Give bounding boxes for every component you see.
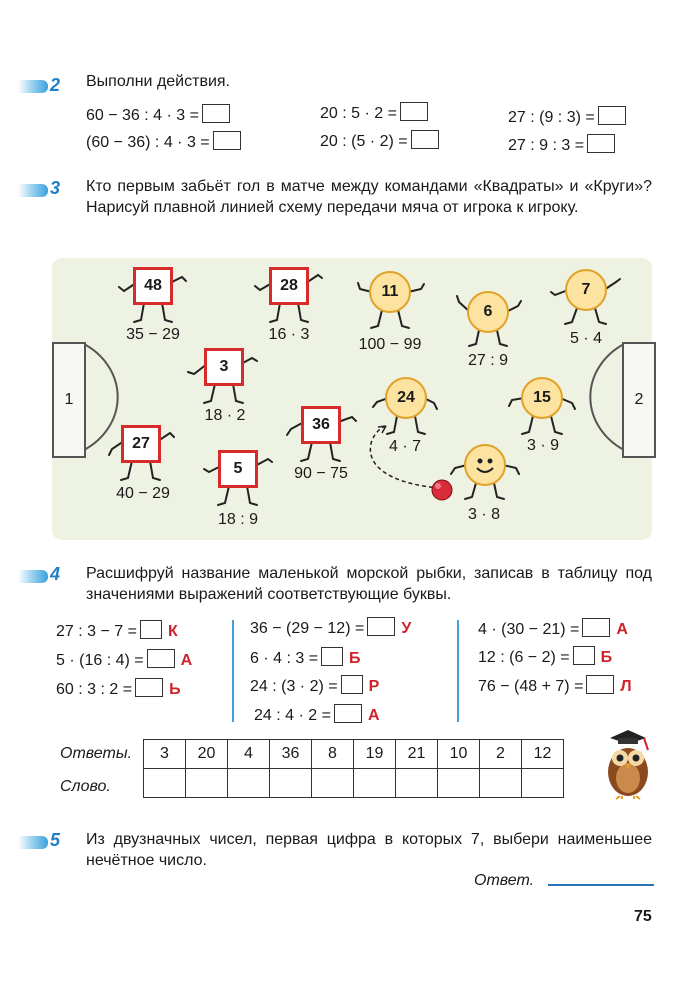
column-divider	[232, 620, 234, 722]
square-player: 27	[121, 425, 161, 463]
cipher-expression: 5 · (16 : 4) = А	[56, 649, 192, 670]
expression: (60 − 36) : 4 · 3 =	[86, 131, 241, 152]
answer-box[interactable]	[586, 675, 614, 694]
answer-cell: 36	[270, 740, 312, 769]
answer-box[interactable]	[411, 130, 439, 149]
task-text: Расшифруй название маленькой морской рыбки, записав в таблицу под значениями выражений соответствующие буквы.	[86, 565, 652, 603]
word-cell[interactable]	[438, 769, 480, 798]
cipher-expression: 36 − (29 − 12) = У	[250, 617, 411, 638]
owl-icon	[598, 728, 658, 800]
task-marker	[18, 836, 48, 849]
expression: 20 : (5 · 2) =	[320, 130, 439, 151]
player-expression: 100 − 99	[358, 336, 422, 353]
word-cell[interactable]	[270, 769, 312, 798]
cipher-expression: 27 : 3 − 7 = К	[56, 620, 178, 641]
task-text: Из двузначных чисел, первая цифра в которых 7, выбери наименьшее нечётное число.	[86, 831, 652, 869]
cipher-expression: 24 : 4 · 2 = А	[254, 704, 380, 725]
cipher-expression: 12 : (6 − 2) = Б	[478, 646, 612, 667]
player-expression: 16 · 3	[268, 326, 310, 343]
answer-box[interactable]	[334, 704, 362, 723]
answer-cell: 10	[438, 740, 480, 769]
word-label: Слово.	[60, 778, 111, 795]
circle-player: 11	[369, 271, 411, 313]
task-number: 3	[50, 178, 61, 198]
square-player: 5	[218, 450, 258, 488]
answer-box[interactable]	[400, 102, 428, 121]
answers-label: Ответы.	[60, 745, 133, 762]
answer-box[interactable]	[135, 678, 163, 697]
smile-face-icon	[466, 446, 504, 484]
word-cell[interactable]	[186, 769, 228, 798]
word-cell[interactable]	[144, 769, 186, 798]
task-marker	[18, 80, 48, 93]
answers-table	[143, 739, 564, 798]
answer-cell: 20	[186, 740, 228, 769]
answer-cell: 8	[312, 740, 354, 769]
cipher-expression: 24 : (3 · 2) = Р	[250, 675, 379, 696]
answer-cell: 21	[396, 740, 438, 769]
answer-box[interactable]	[213, 131, 241, 150]
player-expression: 40 − 29	[116, 485, 170, 502]
answer-line[interactable]	[548, 884, 654, 886]
circle-player: 15	[521, 377, 563, 419]
answer-cell: 4	[228, 740, 270, 769]
answer-cell: 3	[144, 740, 186, 769]
answer-box[interactable]	[140, 620, 162, 639]
square-player: 36	[301, 406, 341, 444]
answer-box[interactable]	[573, 646, 595, 665]
player-expression: 4 · 7	[388, 438, 422, 455]
player-expression: 5 · 4	[569, 330, 603, 347]
answer-box[interactable]	[147, 649, 175, 668]
word-cell[interactable]	[522, 769, 564, 798]
player-expression: 90 − 75	[294, 465, 348, 482]
answer-box[interactable]	[202, 104, 230, 123]
task-marker	[18, 570, 48, 583]
square-player: 48	[133, 267, 173, 305]
circle-player: 24	[385, 377, 427, 419]
word-cell[interactable]	[228, 769, 270, 798]
circle-player: 6	[467, 291, 509, 333]
answer-box[interactable]	[367, 617, 395, 636]
word-cell[interactable]	[354, 769, 396, 798]
expression: 27 : (9 : 3) =	[508, 106, 626, 127]
cipher-expression: 4 · (30 − 21) = А	[478, 618, 628, 639]
word-cell[interactable]	[312, 769, 354, 798]
task-marker	[18, 184, 48, 197]
task-number: 2	[50, 75, 61, 95]
expression: 60 − 36 : 4 · 3 =	[86, 104, 230, 125]
cipher-expression: 60 : 3 : 2 = Ь	[56, 678, 181, 699]
expression: 27 : 9 : 3 =	[508, 134, 615, 155]
answers-row	[144, 740, 564, 769]
answer-box[interactable]	[582, 618, 610, 637]
answer-cell: 12	[522, 740, 564, 769]
page-number: 75	[634, 908, 652, 925]
player-expression: 3 · 9	[526, 437, 560, 454]
player-expression: 35 − 29	[126, 326, 180, 343]
task-number: 5	[50, 830, 61, 850]
answer-label: Ответ.	[474, 872, 535, 889]
square-player: 3	[204, 348, 244, 386]
circle-player: 7	[565, 269, 607, 311]
goal-left: 1	[52, 342, 86, 458]
player-expression: 27 : 9	[467, 352, 509, 369]
player-expression: 18 · 2	[204, 407, 246, 424]
task-title: Выполни действия.	[86, 73, 230, 90]
square-player: 28	[269, 267, 309, 305]
answer-cell: 2	[480, 740, 522, 769]
word-cell[interactable]	[480, 769, 522, 798]
player-expression: 3 · 8	[467, 506, 501, 523]
expression: 20 : 5 · 2 =	[320, 102, 428, 123]
word-cell[interactable]	[396, 769, 438, 798]
goal-right: 2	[622, 342, 656, 458]
ball-icon	[430, 478, 454, 502]
player-expression: 18 : 9	[217, 511, 259, 528]
cipher-expression: 76 − (48 + 7) = Л	[478, 675, 632, 696]
column-divider	[457, 620, 459, 722]
word-row	[144, 769, 564, 798]
answer-box[interactable]	[587, 134, 615, 153]
answer-box[interactable]	[341, 675, 363, 694]
smiling-circle-player	[464, 444, 506, 486]
answer-box[interactable]	[321, 647, 343, 666]
answer-box[interactable]	[598, 106, 626, 125]
task-text: Кто первым забьёт гол в матче между командами «Квадраты» и «Круги»? Нарисуй плавной линией схему передачи мяча от игрока к игроку.	[86, 178, 652, 216]
answer-cell: 19	[354, 740, 396, 769]
cipher-expression: 6 · 4 : 3 = Б	[250, 647, 361, 668]
task-number: 4	[50, 564, 61, 584]
